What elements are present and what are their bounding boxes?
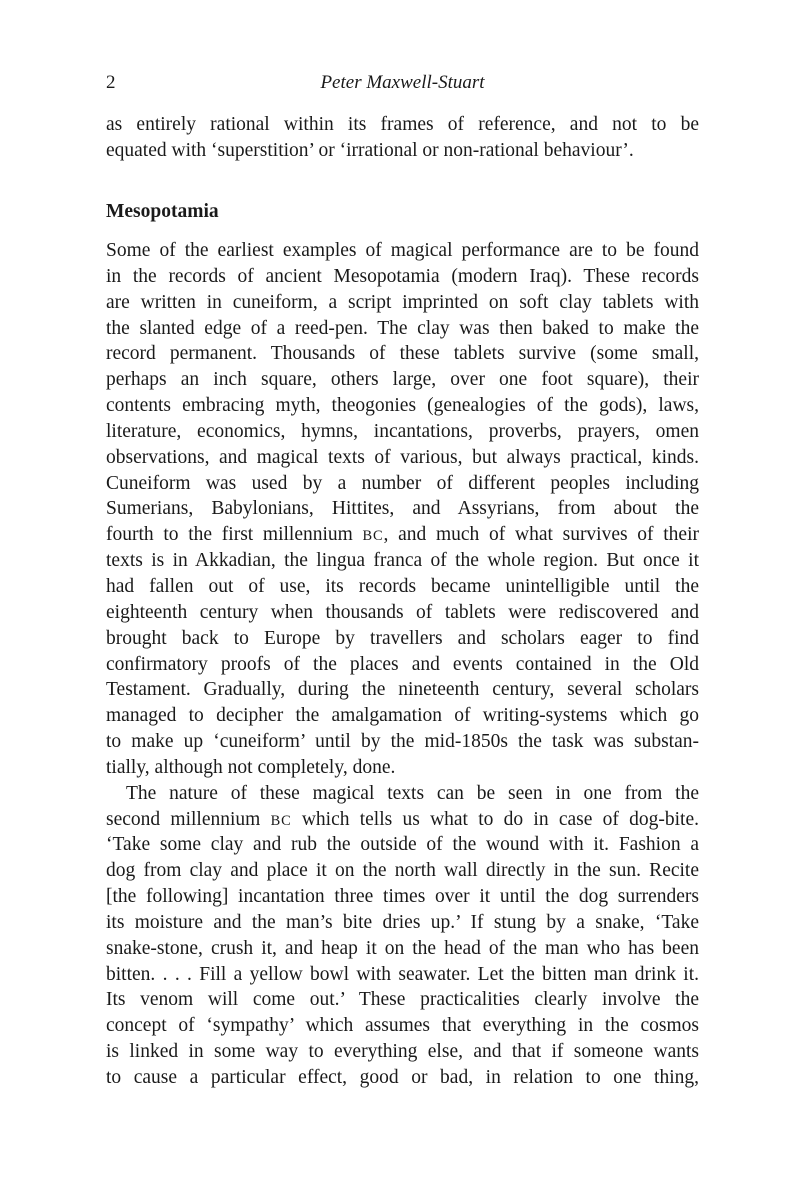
text-line: confirmatory proofs of the places and events contained in the Old	[106, 653, 699, 675]
text-line: perhaps an inch square, others large, over one foot square), their	[106, 369, 699, 391]
text-line: snake-stone, crush it, and heap it on the head of the man who has been	[106, 937, 699, 959]
text-line: as entirely rational within its frames of reference, and not to be	[106, 114, 699, 135]
paragraph-1	[106, 238, 699, 781]
text-line: observations, and magical texts of various, but always practical, kinds.	[106, 446, 699, 468]
text-line: tially, although not completely, done.	[106, 756, 396, 778]
text-line: record permanent. Thousands of these tablets survive (some small,	[106, 343, 699, 365]
line-text: second millennium	[106, 808, 271, 830]
text-line: had fallen out of use, its records became unintelligible until the	[106, 575, 699, 597]
text-line: Some of the earliest examples of magical performance are to be found	[106, 240, 699, 261]
text-line: [the following] incantation three times over it until the dog surrenders	[106, 886, 699, 908]
text-line: Testament. Gradually, during the nineteenth century, several scholars	[106, 679, 699, 701]
text-line: are written in cuneiform, a script imprinted on soft clay tablets with	[106, 291, 699, 313]
text-line: Its venom will come out.’ These practicalities clearly involve the	[106, 989, 699, 1011]
running-head	[106, 72, 699, 100]
small-caps-era: BC	[270, 812, 292, 829]
text-line: in the records of ancient Mesopotamia (modern Iraq). These records	[106, 265, 699, 287]
text-line: is linked in some way to everything else, and that if someone wants	[106, 1041, 699, 1063]
paragraph-2	[106, 781, 699, 1091]
text-line: ‘Take some clay and rub the outside of the wound with it. Fashion a	[106, 834, 699, 856]
section-heading: Mesopotamia	[106, 201, 219, 222]
text-line: brought back to Europe by travellers and scholars eager to find	[106, 627, 699, 649]
text-line: dog from clay and place it on the north wall directly in the sun. Recite	[106, 860, 699, 882]
text-line: The nature of these magical texts can be seen in one from the	[126, 782, 699, 804]
text-line: its moisture and the man’s bite dries up.’ If stung by a snake, ‘Take	[106, 911, 699, 933]
text-line: contents embracing myth, theogonies (genealogies of the gods), laws,	[106, 395, 699, 417]
line-text: , and much of what survives of their	[383, 524, 699, 546]
page-number: 2	[106, 72, 116, 93]
text-line: concept of ‘sympathy’ which assumes that everything in the cosmos	[106, 1015, 699, 1037]
text-line	[106, 522, 699, 548]
body-text	[106, 238, 699, 1091]
text-line: equated with ‘superstition’ or ‘irrational or non-rational behaviour’.	[106, 139, 634, 161]
text-line: managed to decipher the amalgamation of writing-systems which go	[106, 705, 699, 727]
text-line: to cause a particular effect, good or bad, in relation to one thing,	[106, 1067, 699, 1088]
text-line: to make up ‘cuneiform’ until by the mid-1850s the task was substan-	[106, 731, 699, 753]
text-line: bitten. . . . Fill a yellow bowl with seawater. Let the bitten man drink it.	[106, 963, 699, 985]
text-line	[106, 807, 699, 833]
text-line: texts is in Akkadian, the lingua franca of the whole region. But once it	[106, 550, 699, 572]
text-line: Sumerians, Babylonians, Hittites, and Assyrians, from about the	[106, 498, 699, 520]
intro-paragraph	[106, 112, 699, 164]
small-caps-era: BC	[362, 528, 384, 545]
text-line: literature, economics, hymns, incantations, proverbs, prayers, omen	[106, 420, 699, 442]
line-text: fourth to the first millennium	[106, 524, 363, 546]
text-line: the slanted edge of a reed-pen. The clay was then baked to make the	[106, 317, 699, 339]
running-head-author: Peter Maxwell-Stuart	[320, 72, 485, 93]
line-text: which tells us what to do in case of dog-bite.	[291, 808, 700, 830]
text-line: eighteenth century when thousands of tablets were rediscovered and	[106, 601, 699, 623]
text-line: Cuneiform was used by a number of different peoples including	[106, 472, 699, 494]
